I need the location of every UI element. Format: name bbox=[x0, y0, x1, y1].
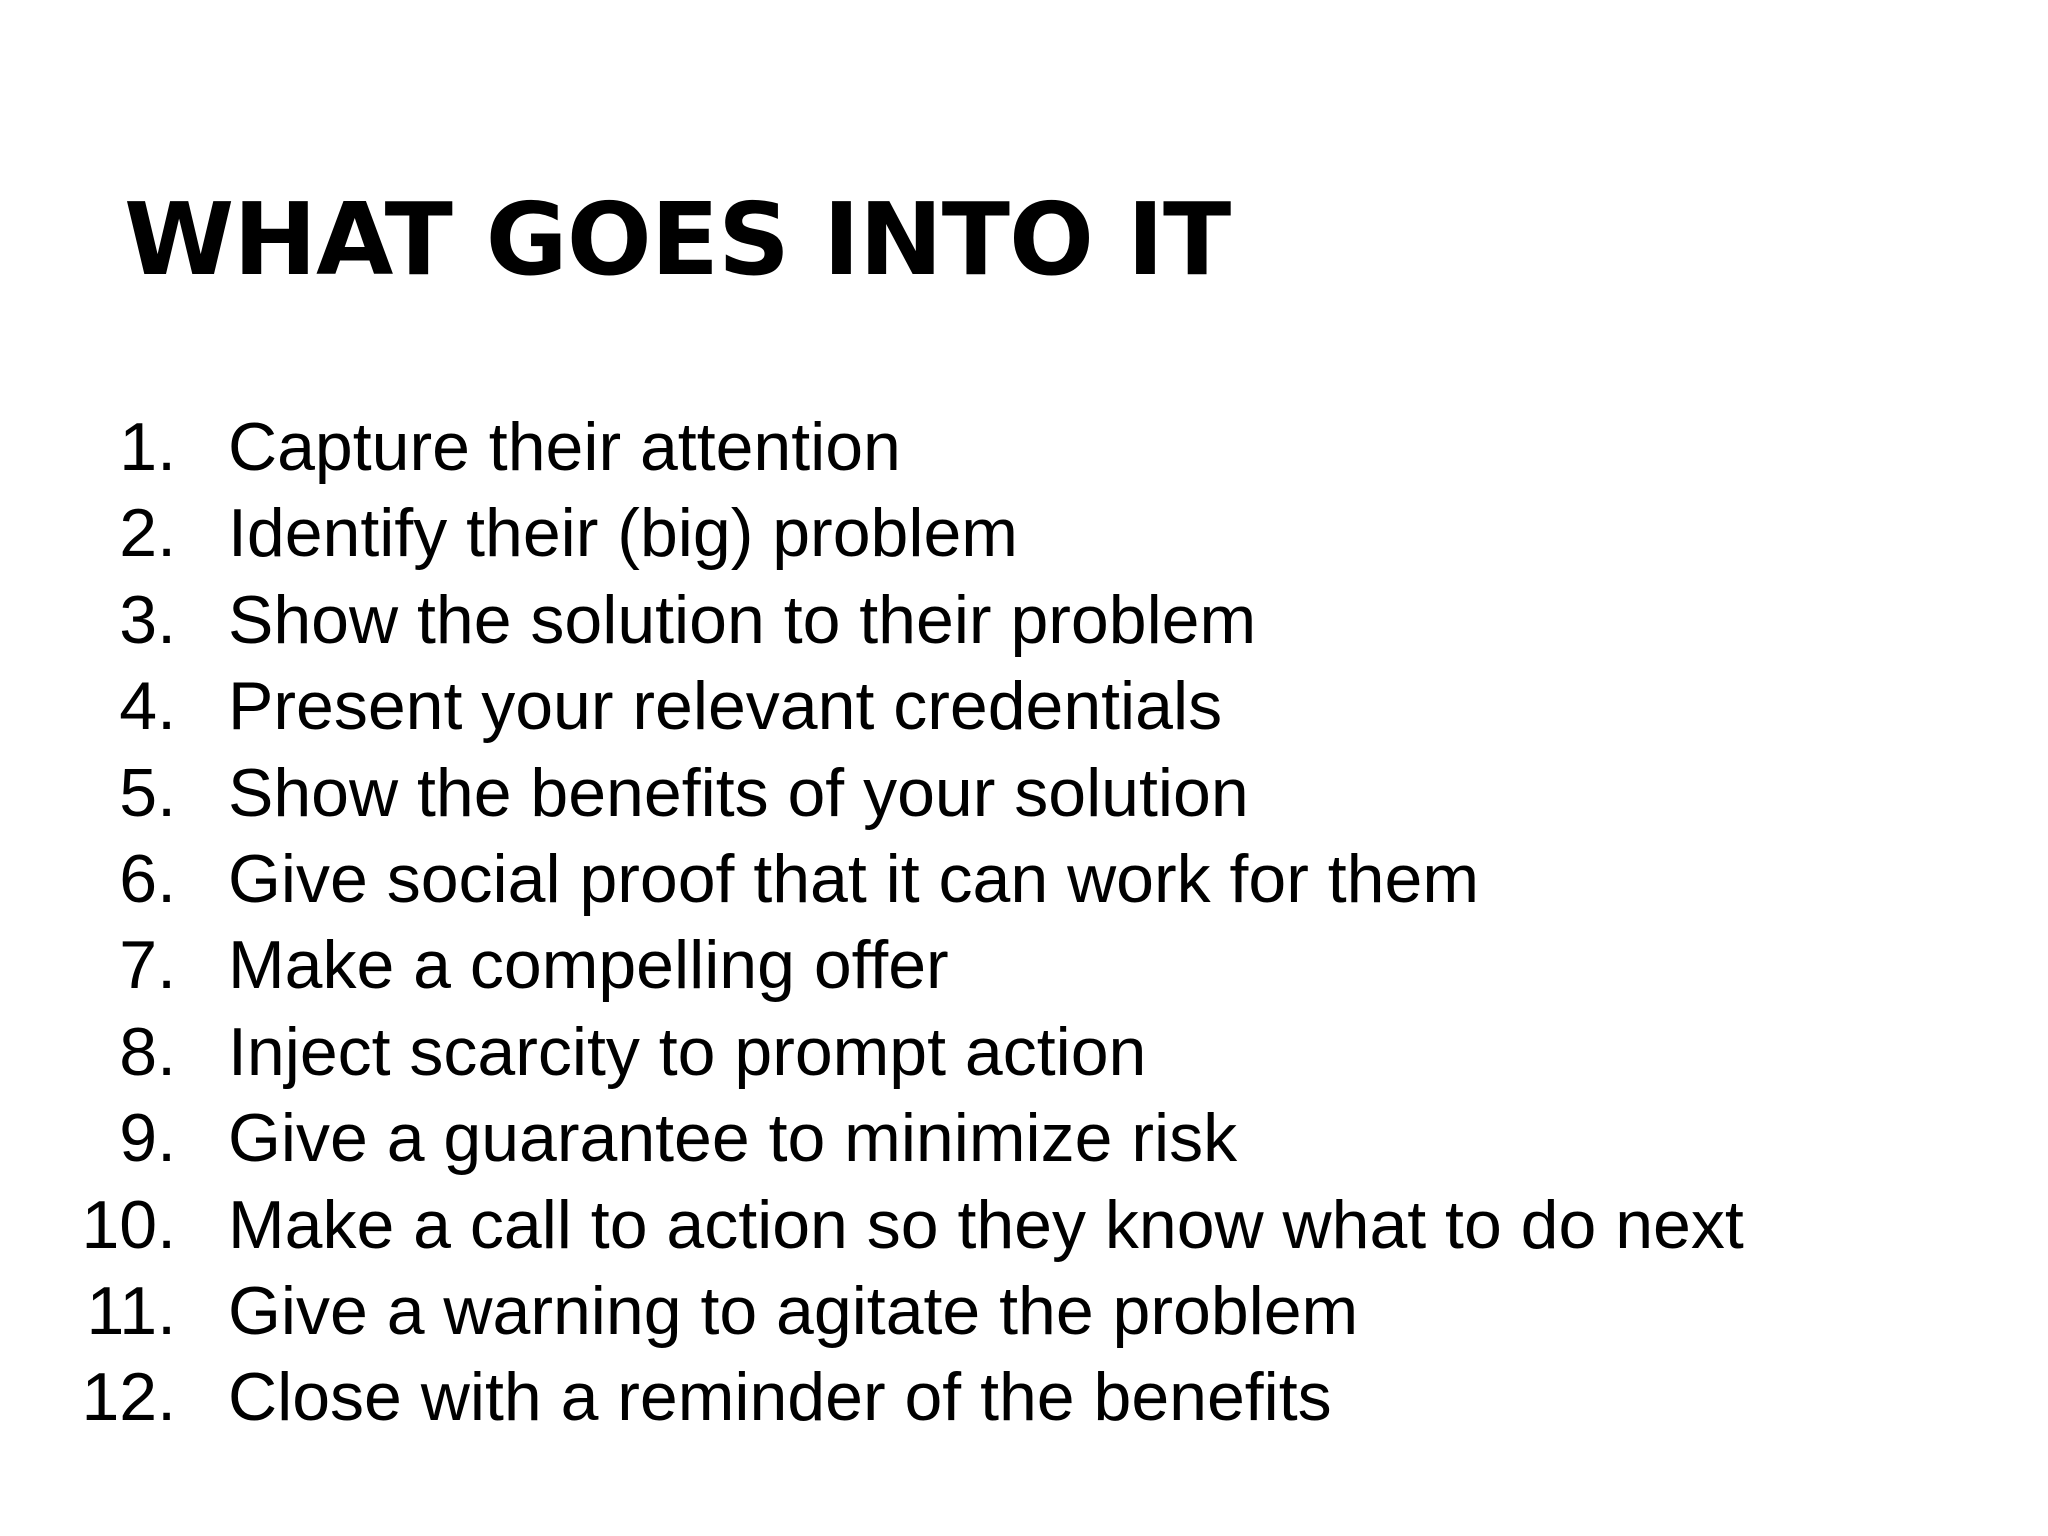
step-text: Capture their attention bbox=[228, 409, 901, 485]
step-text: Give a guarantee to minimize risk bbox=[228, 1100, 1238, 1177]
step-text: Give a warning to agitate the problem bbox=[228, 1272, 1359, 1349]
step-text: Give social proof that it can work for them bbox=[228, 840, 1479, 917]
step-number: 4. bbox=[119, 668, 176, 745]
step-number: 9. bbox=[119, 1100, 176, 1177]
step-number: 10. bbox=[81, 1186, 176, 1263]
step-text: Make a compelling offer bbox=[228, 927, 949, 1004]
slide-title: WHAT GOES INTO IT bbox=[124, 181, 1231, 298]
step-number: 6. bbox=[119, 840, 176, 917]
step-text: Show the benefits of your solution bbox=[228, 754, 1249, 831]
step-number: 3. bbox=[119, 581, 176, 658]
step-text: Identify their (big) problem bbox=[228, 495, 1018, 572]
step-number: 11. bbox=[86, 1272, 176, 1349]
step-number: 12. bbox=[81, 1359, 176, 1436]
step-text: Make a call to action so they know what to do next bbox=[228, 1186, 1744, 1263]
step-text: Present your relevant credentials bbox=[228, 668, 1223, 745]
step-number: 2. bbox=[119, 495, 176, 572]
step-text: Close with a reminder of the benefits bbox=[228, 1359, 1332, 1436]
step-number: 8. bbox=[119, 1013, 176, 1090]
step-text: Show the solution to their problem bbox=[228, 581, 1257, 658]
step-number: 5. bbox=[119, 754, 176, 831]
step-number: 1. bbox=[119, 409, 176, 485]
step-text: Inject scarcity to prompt action bbox=[228, 1013, 1147, 1090]
step-number: 7. bbox=[119, 927, 176, 1004]
